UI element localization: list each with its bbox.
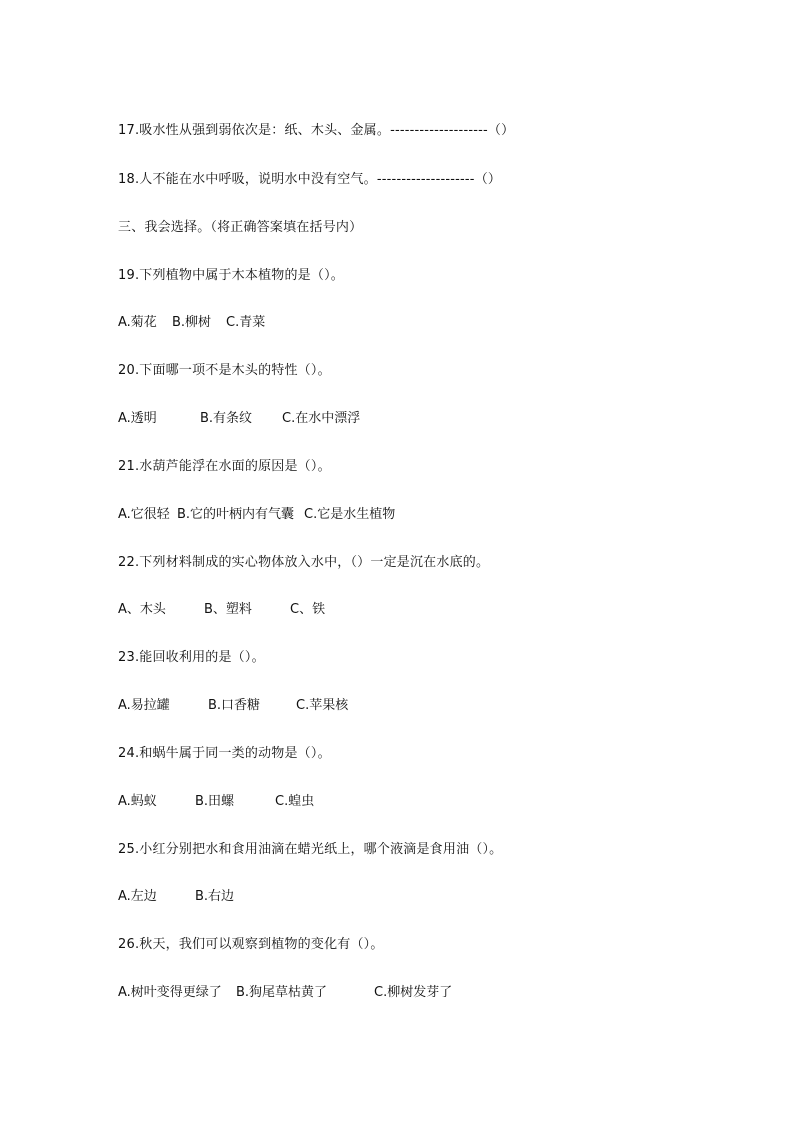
- option-c: C.蝗虫: [275, 794, 315, 809]
- question-18: 18.人不能在水中呼吸，说明水中没有空气。--------------------（）: [118, 172, 502, 187]
- question-17: 17.吸水性从强到弱依次是：纸、木头、金属。--------------------（）: [118, 123, 515, 138]
- option-c: C.柳树发芽了: [374, 985, 453, 1000]
- question-24-stem: 24.和蜗牛属于同一类的动物是（）。: [118, 746, 331, 761]
- section-heading: 三、我会选择。（将正确答案填在括号内）: [118, 220, 363, 235]
- option-c: C.在水中漂浮: [282, 411, 361, 426]
- option-b: B.有条纹: [200, 411, 253, 426]
- option-c: C.苹果核: [296, 698, 349, 713]
- option-c: C.它是水生植物: [304, 507, 396, 522]
- option-b: B.柳树: [172, 315, 212, 330]
- question-22-stem: 22.下列材料制成的实心物体放入水中，（）一定是沉在水底的。: [118, 555, 490, 570]
- option-b: B.田螺: [195, 794, 235, 809]
- question-26-stem: 26.秋天，我们可以观察到植物的变化有（）。: [118, 937, 384, 952]
- question-23-stem: 23.能回收利用的是（）。: [118, 650, 265, 665]
- option-b: B.狗尾草枯黄了: [236, 985, 328, 1000]
- option-a: A.易拉罐: [118, 698, 170, 713]
- option-a: A.它很轻: [118, 507, 170, 522]
- option-b: B.右边: [195, 889, 235, 904]
- option-a: A.左边: [118, 889, 157, 904]
- option-a: A、木头: [118, 602, 166, 617]
- question-21-stem: 21.水葫芦能浮在水面的原因是（）。: [118, 459, 331, 474]
- option-b: B.它的叶柄内有气囊: [177, 507, 295, 522]
- option-a: A.树叶变得更绿了: [118, 985, 222, 1000]
- question-19-stem: 19.下列植物中属于木本植物的是（）。: [118, 268, 344, 283]
- option-a: A.透明: [118, 411, 157, 426]
- question-20-stem: 20.下面哪一项不是木头的特性（）。: [118, 363, 331, 378]
- option-c: C.青菜: [226, 315, 266, 330]
- question-25-stem: 25.小红分别把水和食用油滴在蜡光纸上，哪个液滴是食用油（）。: [118, 842, 503, 857]
- option-b: B.口香糖: [208, 698, 261, 713]
- option-a: A.菊花: [118, 315, 157, 330]
- option-a: A.蚂蚁: [118, 794, 157, 809]
- option-c: C、铁: [290, 602, 326, 617]
- option-b: B、塑料: [204, 602, 252, 617]
